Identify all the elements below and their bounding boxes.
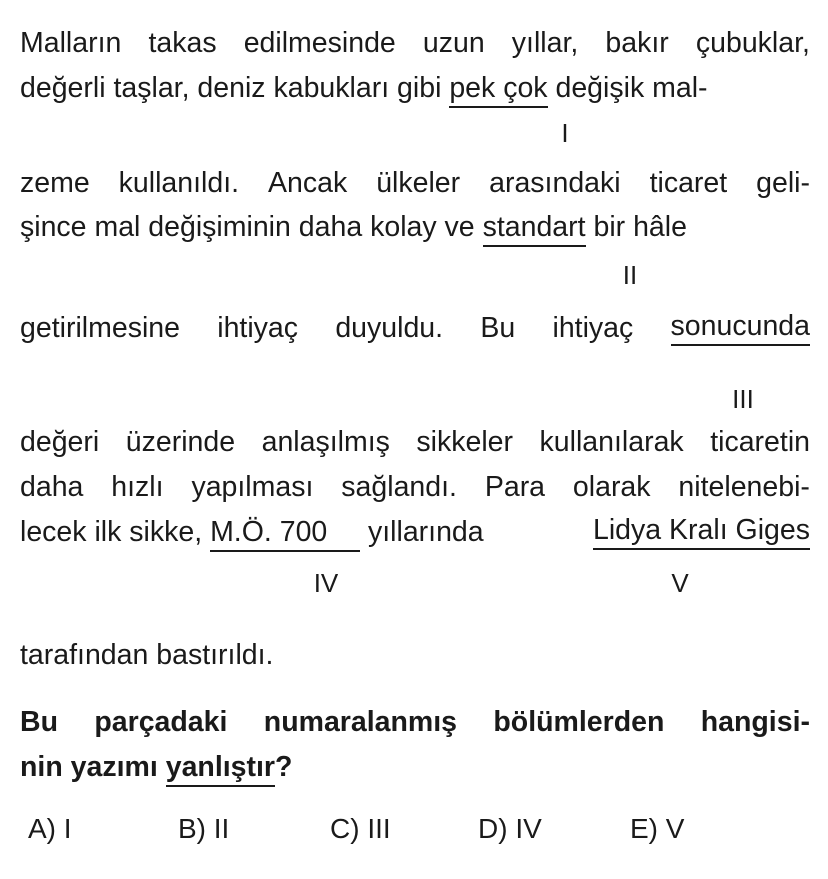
question-line-2 xyxy=(20,750,810,787)
marker-1: I xyxy=(561,118,569,148)
passage-line-4 xyxy=(20,210,810,247)
word: arasındaki xyxy=(489,167,621,199)
underlined-part-3: sonucunda xyxy=(671,311,810,346)
marker-5: V xyxy=(671,568,689,598)
passage-line-9 xyxy=(20,638,810,672)
text: değerli taşlar, deniz kabukları gibi xyxy=(20,72,442,104)
option-c[interactable]: C) III xyxy=(330,813,391,844)
passage-line-6 xyxy=(20,425,810,459)
option-a[interactable]: A) I xyxy=(28,813,72,844)
question-mark: ? xyxy=(275,751,293,783)
underlined-part-1: pek çok xyxy=(449,73,547,108)
passage-line-5 xyxy=(20,311,810,346)
option-d[interactable]: D) IV xyxy=(478,813,542,844)
marker-3: III xyxy=(732,384,754,414)
word: değeri xyxy=(20,426,100,458)
underlined-part-2: standart xyxy=(483,212,586,247)
word: daha xyxy=(20,471,84,503)
word: geli- xyxy=(756,167,810,199)
word: çubuklar, xyxy=(695,27,810,59)
text: bir hâle xyxy=(593,211,687,243)
word: duyuldu. xyxy=(335,312,444,344)
word: yıllar, xyxy=(511,27,579,59)
word: Malların xyxy=(20,27,122,59)
text: tarafından bastırıldı. xyxy=(20,639,274,671)
word: Ancak xyxy=(268,167,348,199)
word: numaralanmış xyxy=(263,706,458,738)
word: ihtiyaç xyxy=(217,312,299,344)
option-e[interactable]: E) V xyxy=(630,813,685,844)
passage-line-7 xyxy=(20,470,810,504)
word: ticaretin xyxy=(710,426,810,458)
word: Para xyxy=(484,471,546,503)
word: Bu xyxy=(20,706,58,738)
text: nin yazımı xyxy=(20,751,158,783)
word: hızlı xyxy=(111,471,164,503)
word: kullanılarak xyxy=(539,426,684,458)
word: üzerinde xyxy=(125,426,236,458)
underlined-part-5: Lidya Kralı Giges xyxy=(593,515,810,550)
text: değişik mal- xyxy=(555,72,708,104)
word: bölümlerden xyxy=(493,706,665,738)
word: kullanıldı. xyxy=(118,167,240,199)
word: edilmesinde xyxy=(243,27,396,59)
word: takas xyxy=(148,27,217,59)
word: parçadaki xyxy=(94,706,228,738)
underlined-part-4: M.Ö. 700 xyxy=(210,517,360,552)
marker-4: IV xyxy=(313,568,339,598)
word: uzun xyxy=(422,27,485,59)
text: şince mal değişiminin daha kolay ve xyxy=(20,211,475,243)
word: bakır xyxy=(605,27,669,59)
word: Bu xyxy=(480,312,516,344)
option-b[interactable]: B) II xyxy=(178,813,230,844)
word: ülkeler xyxy=(376,167,461,199)
marker-2: II xyxy=(622,260,638,290)
word: hangisi- xyxy=(700,706,810,738)
passage-line-3 xyxy=(20,166,810,200)
word: ticaret xyxy=(649,167,728,199)
passage-line-8 xyxy=(20,515,810,552)
word: anlaşılmış xyxy=(261,426,390,458)
word: sağlandı. xyxy=(341,471,457,503)
word: getirilmesine xyxy=(20,312,180,344)
question-line-1 xyxy=(20,705,810,739)
word: zeme xyxy=(20,167,90,199)
word: nitelenebi- xyxy=(678,471,810,503)
text: lecek ilk sikke, xyxy=(20,516,203,548)
text: yıllarında xyxy=(367,516,484,548)
word: sikkeler xyxy=(416,426,514,458)
word: yapılması xyxy=(191,471,314,503)
passage-line-1 xyxy=(20,26,810,60)
passage-line-2 xyxy=(20,71,810,108)
word: olarak xyxy=(572,471,651,503)
word: ihtiyaç xyxy=(552,312,634,344)
question-underlined-word: yanlıştır xyxy=(166,752,275,787)
